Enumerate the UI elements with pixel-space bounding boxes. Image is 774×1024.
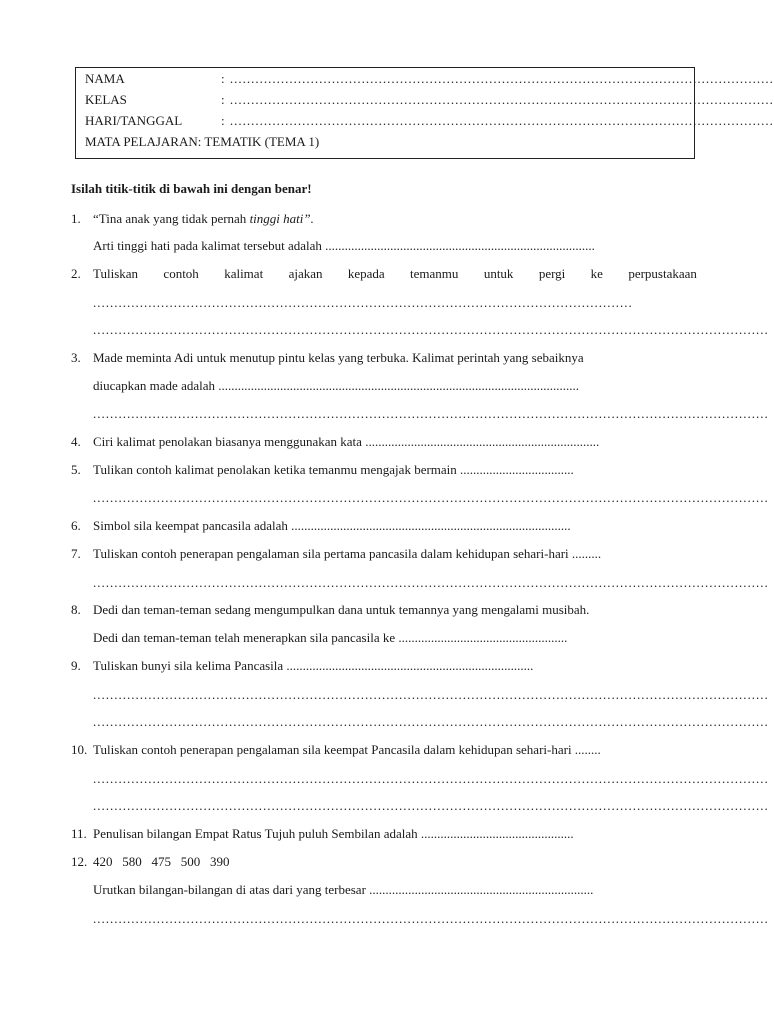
q1-text-plain: “Tina anak yang tidak pernah [93,211,250,226]
q9-answer-line-1[interactable]: ............................................................................................................................................................... [93,687,769,702]
q3-number: 3. [71,350,81,365]
q9-text[interactable]: Tuliskan bunyi sila kelima Pancasila ............................................................................ [93,658,534,673]
q5-text[interactable]: Tulikan contoh kalimat penolakan ketika temanmu mengajak bermain ................................... [93,462,574,477]
q11-number: 11. [71,826,87,841]
q5-answer-line[interactable]: ............................................................................................................................................................... [93,490,769,505]
q5-number: 5. [71,462,81,477]
nama-row [85,70,774,88]
q8-number: 8. [71,602,81,617]
q1-answer-line[interactable]: Arti tinggi hati pada kalimat tersebut adalah ................................................................................... [93,238,595,253]
q2-word: perpustakaan [628,266,697,281]
kelas-row [85,91,774,109]
q2-answer-line-1[interactable]: ............................................................................................................................... [93,295,633,310]
q8-text-2[interactable]: Dedi dan teman-teman telah menerapkan sila pancasila ke .................................................... [93,630,568,645]
q2-word: kalimat [224,266,264,281]
hari-label: HARI/TANGGAL [85,113,183,128]
q10-answer-line-1[interactable]: ............................................................................................................................................................... [93,771,769,786]
q2-word: kepada [347,266,385,281]
nama-fill[interactable]: : ................................................................................................................................ [221,71,774,86]
q3-text: Made meminta Adi untuk menutup pintu kelas yang terbuka. Kalimat perintah yang sebaiknya [93,350,584,365]
q2-word: ajakan [288,266,323,281]
q2-word: Tuliskan [93,266,139,281]
q1-text [93,210,693,228]
q9-answer-line-2[interactable]: ............................................................................................................................................................... [93,714,769,729]
q7-answer-line[interactable]: ............................................................................................................................................................... [93,575,769,590]
q9-number: 9. [71,658,81,673]
q2-word: pergi [538,266,566,281]
hari-fill[interactable]: : ................................................................................................................................ [221,113,774,128]
q3-answer-line[interactable]: ............................................................................................................................................................... [93,406,769,421]
q2-word: contoh [163,266,199,281]
kelas-label: KELAS [85,92,127,107]
q2-word: ke [590,266,603,281]
q3-text-2[interactable]: diucapkan made adalah ............................................................................................................... [93,378,579,393]
hari-row [85,112,774,130]
q12-numbers: 420 580 475 500 390 [93,854,230,869]
q2-text [93,265,697,283]
q6-text[interactable]: Simbol sila keempat pancasila adalah ...................................................................................... [93,518,571,533]
q2-word: untuk [483,266,514,281]
q6-number: 6. [71,518,81,533]
mapel-row [85,133,686,151]
q12-text[interactable]: Urutkan bilangan-bilangan di atas dari yang terbesar ..................................................................... [93,882,594,897]
instruction: Isilah titik-titik di bawah ini dengan benar! [71,181,312,196]
q4-text[interactable]: Ciri kalimat penolakan biasanya menggunakan kata ........................................................................ [93,434,600,449]
q11-text[interactable]: Penulisan bilangan Empat Ratus Tujuh puluh Sembilan adalah ............................................... [93,826,574,841]
identity-box [75,67,774,159]
q1-number: 1. [71,211,81,226]
q10-text[interactable]: Tuliskan contoh penerapan pengalaman sila keempat Pancasila dalam kehidupan sehari-hari ........ [93,742,601,757]
q8-text: Dedi dan teman-teman sedang mengumpulkan dana untuk temannya yang mengalami musibah. [93,602,590,617]
q2-number: 2. [71,266,81,281]
nama-label: NAMA [85,71,125,86]
mapel-label: MATA PELAJARAN: TEMATIK (TEMA 1) [85,134,320,149]
q2-answer-line-2[interactable]: ............................................................................................................................................................... [93,322,769,337]
q4-number: 4. [71,434,81,449]
q12-number: 12. [71,854,88,869]
q10-number: 10. [71,742,88,757]
q10-answer-line-2[interactable]: ............................................................................................................................................................... [93,798,769,813]
q7-number: 7. [71,546,81,561]
q1-text-italic: tinggi hati”. [249,211,314,226]
kelas-fill[interactable]: : ................................................................................................................................ [221,92,774,107]
q12-answer-line[interactable]: ............................................................................................................................................................... [93,911,769,926]
q7-text[interactable]: Tuliskan contoh penerapan pengalaman sila pertama pancasila dalam kehidupan sehari-hari ......... [93,546,602,561]
q2-word: temanmu [410,266,459,281]
